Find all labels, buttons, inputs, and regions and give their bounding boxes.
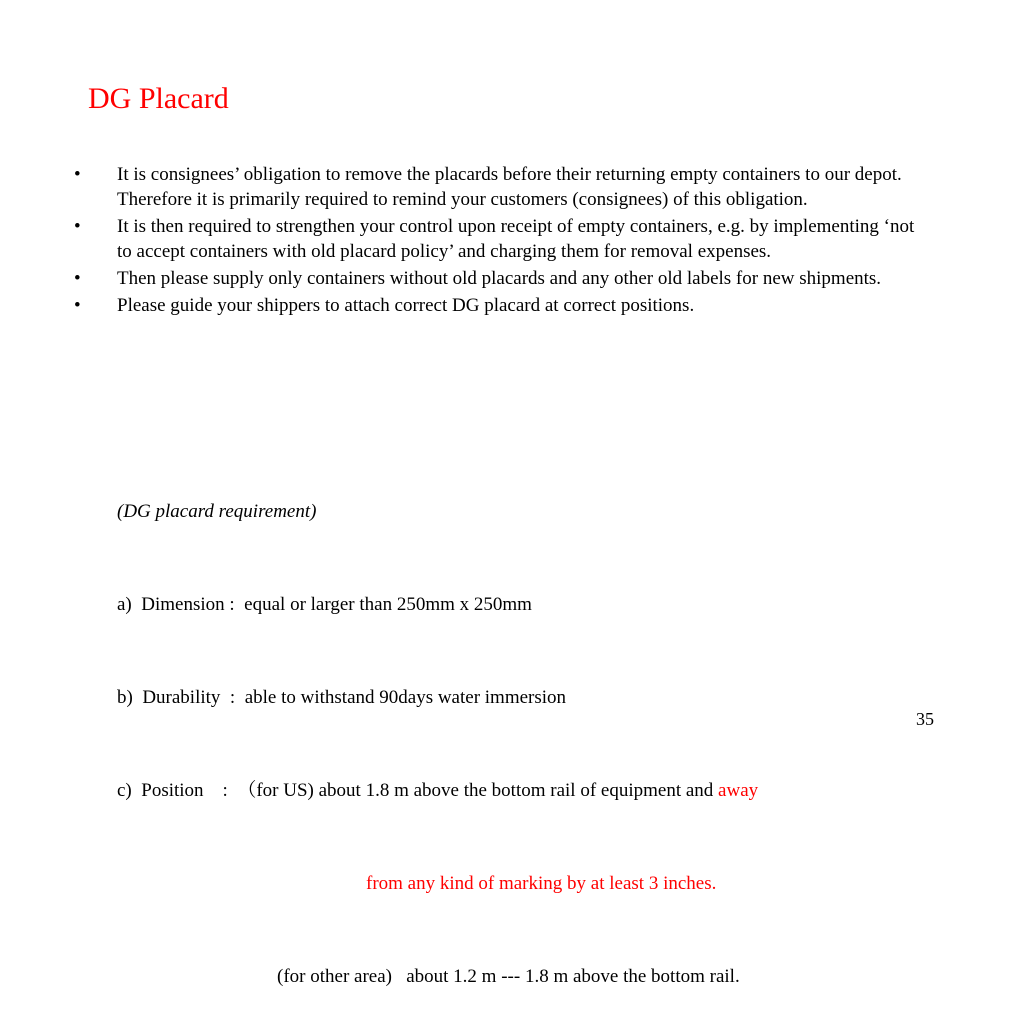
requirement-position-emphasis-line: from any kind of marking by at least 3 inches. (366, 873, 717, 894)
requirement-position-emphasis: away (718, 780, 759, 801)
bullet-text: It is consignees’ obligation to remove the placards before their returning empty containers to our depot. Therefore it is primarily required to remind your customers (consignees) of this obligation. (117, 164, 902, 210)
requirement-position (117, 775, 758, 806)
bullet-marker: • (74, 268, 81, 289)
requirements-heading: (DG placard requirement) (117, 501, 317, 522)
bullet-marker: • (74, 216, 81, 237)
bullet-item (74, 293, 924, 318)
slide-title: DG Placard (88, 82, 229, 115)
bullet-list (74, 162, 924, 320)
requirement-durability: b) Durability : able to withstand 90days water immersion (117, 687, 567, 708)
bullet-marker: • (74, 295, 81, 316)
requirement-position-text: c) Position : （for US) about 1.8 m above the bottom rail of equipment and (117, 780, 719, 801)
bullet-item (74, 162, 924, 212)
bullet-text: Please guide your shippers to attach correct DG placard at correct positions. (117, 295, 695, 316)
bullet-item (74, 214, 924, 264)
bullet-item (74, 266, 924, 291)
requirement-dimension: a) Dimension : equal or larger than 250mm x 250mm (117, 594, 532, 615)
bullet-text: It is then required to strengthen your control upon receipt of empty containers, e.g. by implementing ‘not to accept containers with old placard policy’ and charging them for removal expenses. (117, 216, 915, 262)
requirements-block (117, 434, 758, 1023)
page-number: 35 (916, 709, 934, 729)
requirement-position-other: (for other area) about 1.2 m --- 1.8 m above the bottom rail. (277, 966, 740, 987)
bullet-marker: • (74, 164, 81, 185)
bullet-text: Then please supply only containers without old placards and any other old labels for new shipments. (117, 268, 882, 289)
